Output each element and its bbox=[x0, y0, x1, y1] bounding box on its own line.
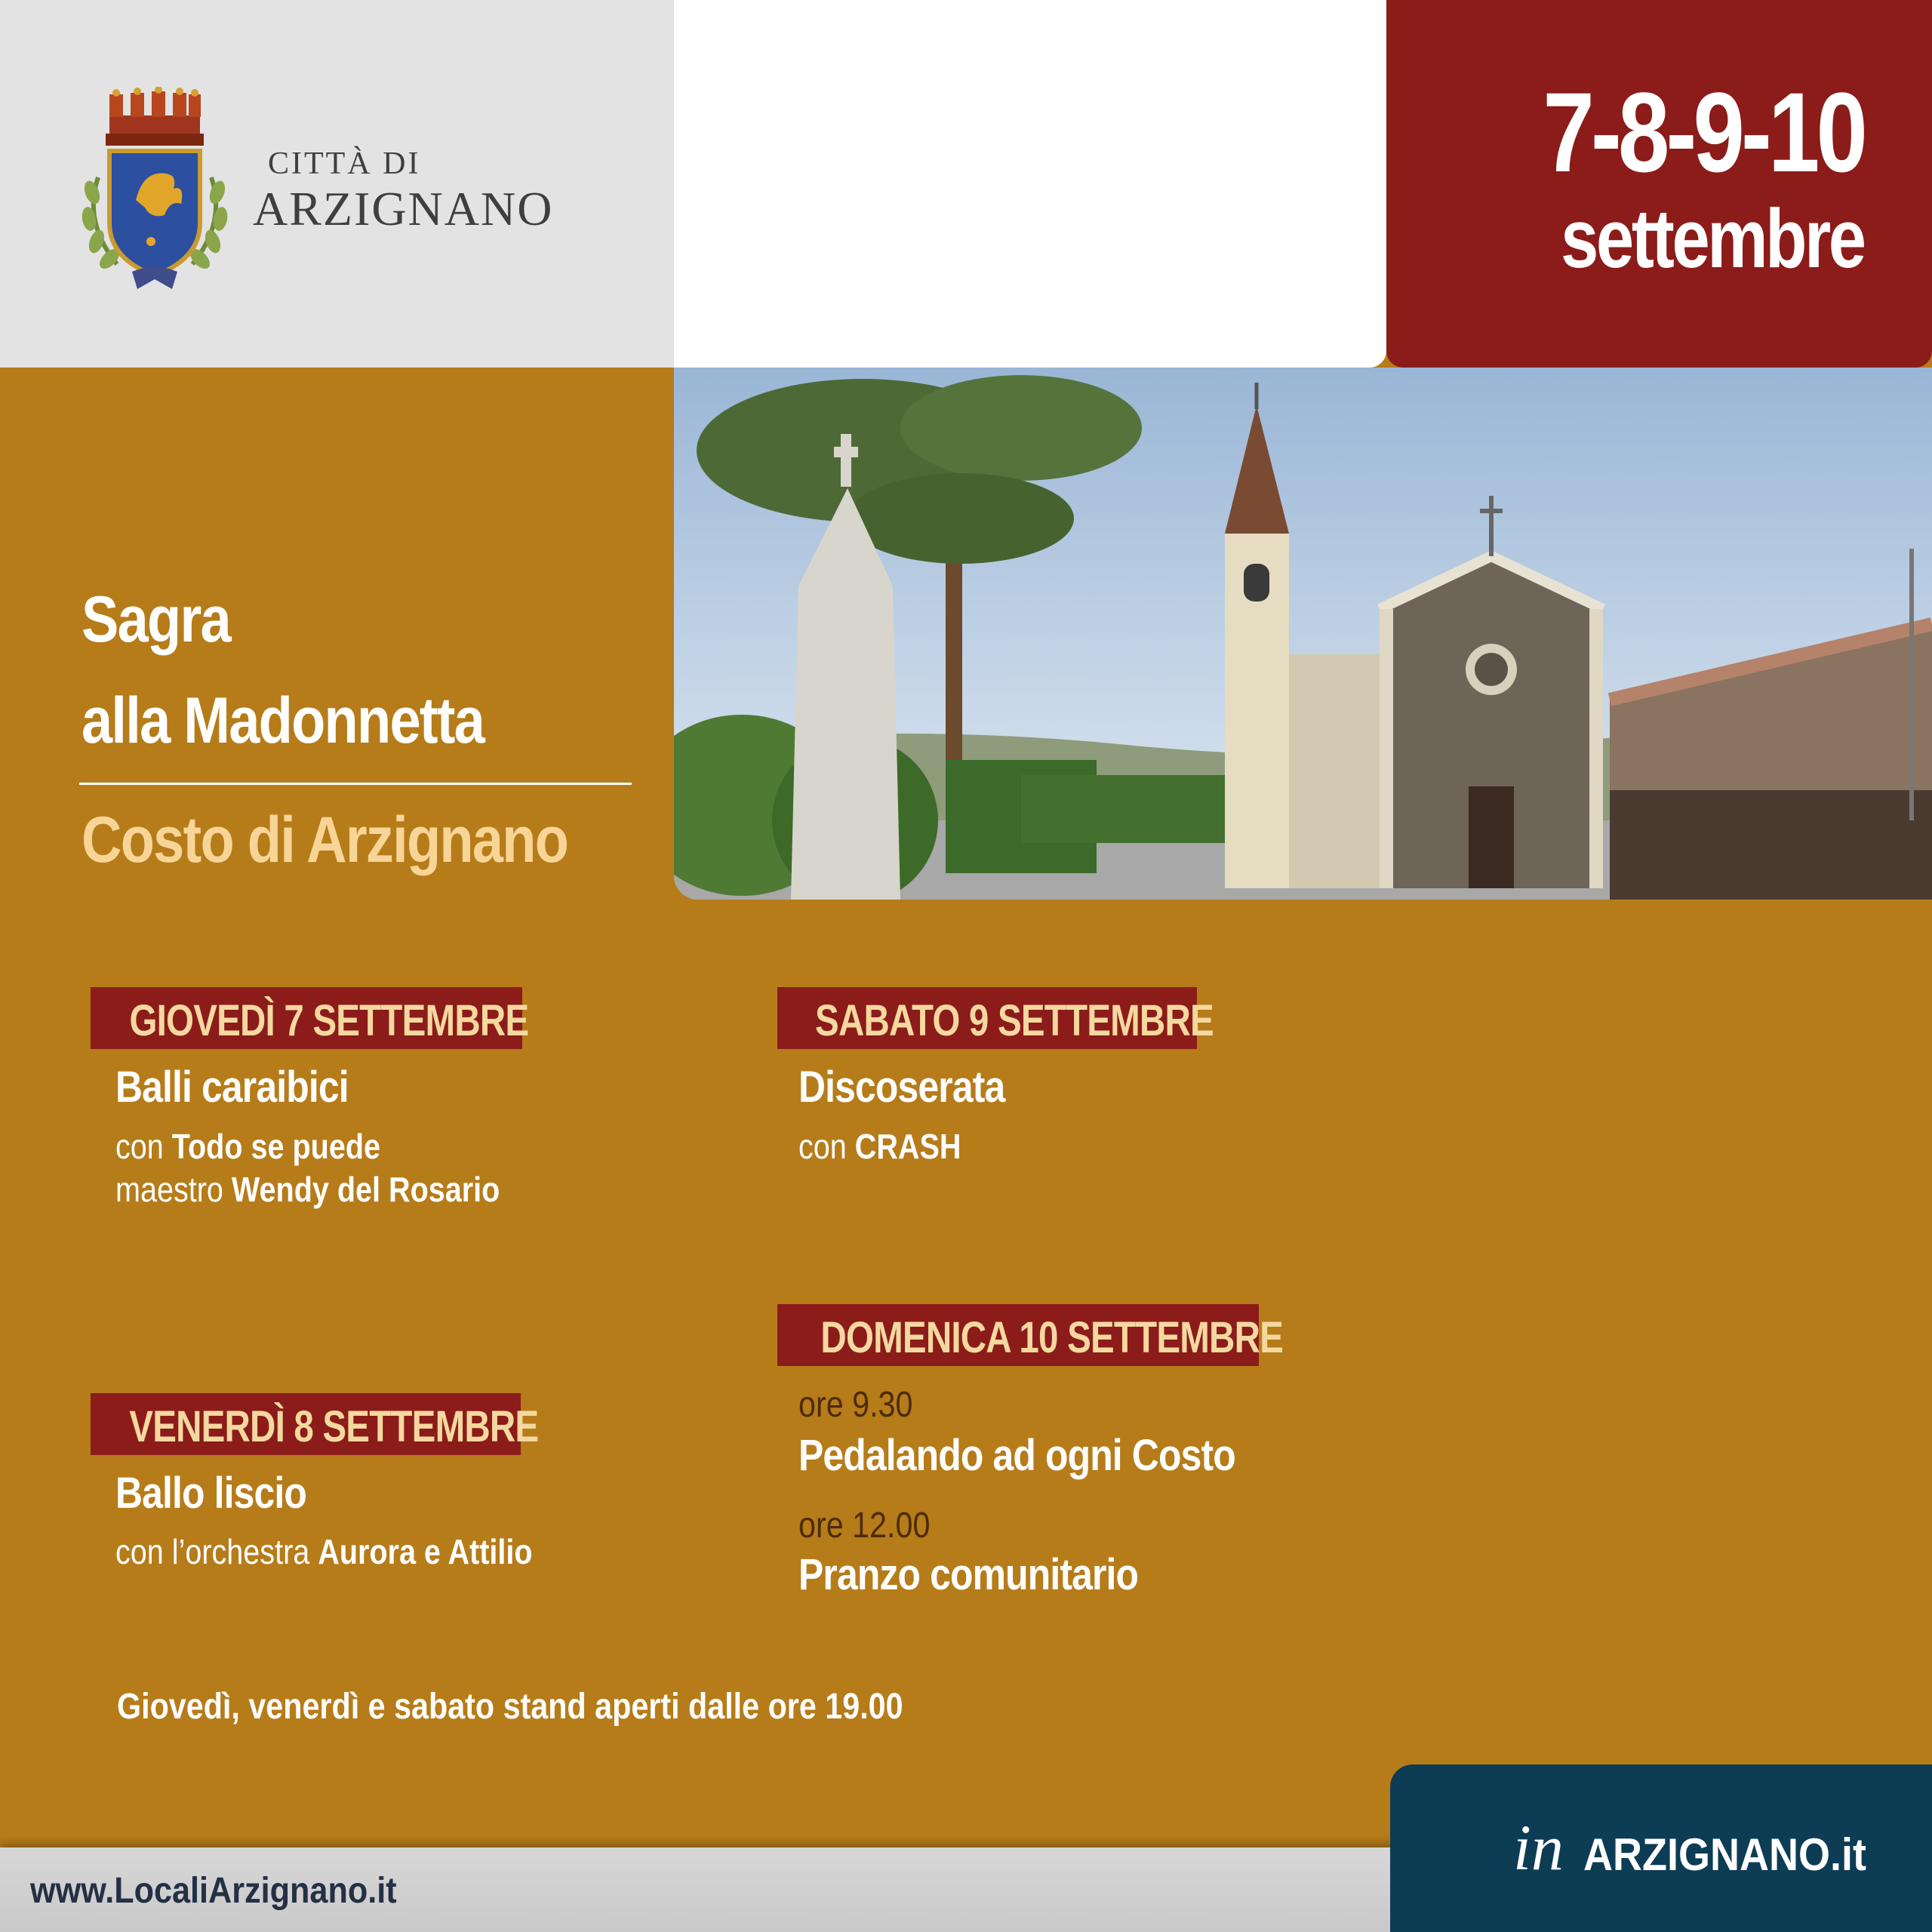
friday-performer-line: con l’orchestra Aurora e Attilio bbox=[115, 1532, 533, 1571]
day-label: SABATO 9 SETTEMBRE bbox=[815, 996, 1214, 1045]
thursday-teacher-line: maestro Wendy del Rosario bbox=[115, 1170, 500, 1209]
saturday-event: Discoserata bbox=[798, 1063, 1005, 1112]
coat-of-arms-icon bbox=[75, 87, 234, 294]
day-label: GIOVEDÌ 7 SETTEMBRE bbox=[129, 996, 529, 1045]
brand-logo-name: ARZIGNANO.it bbox=[1583, 1829, 1866, 1880]
header-blank-panel bbox=[674, 0, 1386, 368]
opening-hours-note: Giovedì, venerdì e sabato stand aperti dalle ore 19.00 bbox=[117, 1687, 903, 1727]
day-badge-saturday bbox=[777, 987, 1214, 1049]
saturday-performer-line: con CRASH bbox=[798, 1127, 961, 1166]
sunday-time-1: ore 9.30 bbox=[798, 1385, 913, 1425]
brand-logo-prefix: in bbox=[1513, 1811, 1564, 1884]
day-label: VENERDÌ 8 SETTEMBRE bbox=[129, 1402, 539, 1451]
sunday-time-2: ore 12.00 bbox=[798, 1506, 931, 1546]
event-location: Costo di Arzignano bbox=[82, 804, 568, 876]
day-badge-sunday bbox=[777, 1304, 1283, 1366]
event-month: settembre bbox=[1561, 192, 1864, 285]
day-badge-thursday bbox=[91, 987, 529, 1049]
event-title-line-1: Sagra bbox=[82, 583, 230, 656]
sunday-event-1: Pedalando ad ogni Costo bbox=[798, 1431, 1235, 1480]
footer-website-link[interactable]: www.LocaliArzignano.it bbox=[30, 1871, 397, 1911]
event-dates: 7-8-9-10 bbox=[1543, 69, 1864, 195]
event-title-line-2: alla Madonnetta bbox=[82, 685, 485, 757]
city-name: ARZIGNANO bbox=[253, 182, 554, 235]
day-badge-friday bbox=[91, 1393, 539, 1455]
thursday-event: Balli caraibici bbox=[115, 1063, 349, 1112]
thursday-performer-line: con Todo se puede bbox=[115, 1127, 380, 1166]
church-photo bbox=[674, 368, 1932, 900]
sunday-event-2: Pranzo comunitario bbox=[798, 1550, 1139, 1599]
day-label: DOMENICA 10 SETTEMBRE bbox=[820, 1313, 1283, 1362]
title-divider bbox=[79, 783, 632, 785]
city-prefix: CITTÀ DI bbox=[268, 146, 421, 181]
friday-event: Ballo liscio bbox=[115, 1469, 307, 1518]
